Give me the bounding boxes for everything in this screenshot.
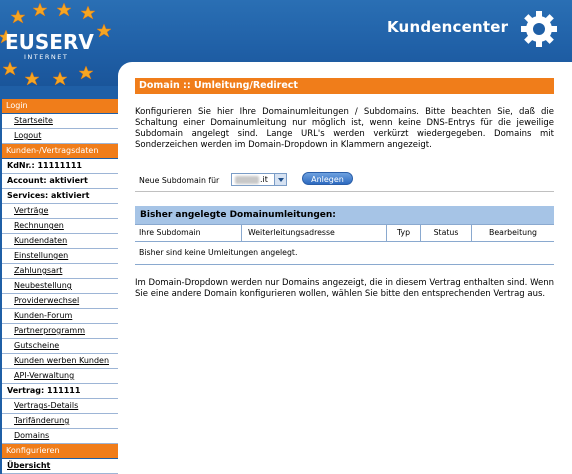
sidebar-link-label[interactable]: Gutscheine bbox=[14, 341, 60, 350]
subdomain-label: Neue Subdomain für bbox=[139, 176, 220, 185]
nav-info-vertrag-111111: Vertrag: 111111 bbox=[2, 384, 118, 399]
nav-info-account-aktiviert: Account: aktiviert bbox=[2, 174, 118, 189]
sidebar-item-logout[interactable] bbox=[2, 129, 118, 144]
sidebar-link-label[interactable]: Kunden werben Kunden bbox=[14, 356, 110, 365]
sidebar-item-zahlungsart[interactable] bbox=[2, 264, 118, 279]
euserv-logo[interactable] bbox=[0, 0, 118, 86]
sidebar bbox=[0, 86, 118, 474]
sidebar-link-label[interactable]: Tarifänderung bbox=[14, 416, 70, 425]
sidebar-link-label[interactable]: Partnerprogramm bbox=[14, 326, 86, 335]
sidebar-link-label[interactable]: API-Verwaltung bbox=[14, 371, 75, 380]
intro-text: Konfigurieren Sie hier Ihre Domainumleitungen / Subdomains. Bitte beachten Sie, daß die Schaltung einer Domainumleitung nur möglich ist, wenn keine DNS-Entrys für die jeweilige Subdomain angelegt sind. Lange URL's werden verkürzt wiedergegeben. Domains mit Sonderzeichen werden im Domain-Dropdown in Klammern angezeigt. bbox=[135, 107, 554, 150]
empty-row: Bisher sind keine Umleitungen angelegt. bbox=[135, 242, 554, 265]
redirects-table bbox=[135, 206, 554, 265]
create-button[interactable]: Anlegen bbox=[302, 172, 353, 185]
sidebar-link-label[interactable]: Kunden-Forum bbox=[14, 311, 73, 320]
sidebar-item-einstellungen[interactable] bbox=[2, 249, 118, 264]
main-content bbox=[118, 62, 572, 474]
sidebar-link-label[interactable]: Domains bbox=[14, 431, 50, 440]
domain-select[interactable] bbox=[231, 173, 287, 186]
chevron-down-icon[interactable] bbox=[274, 174, 286, 185]
sidebar-item-verträge[interactable] bbox=[2, 204, 118, 219]
sidebar-item-rechnungen[interactable] bbox=[2, 219, 118, 234]
divider bbox=[135, 191, 554, 192]
sidebar-link-label[interactable]: Übersicht bbox=[7, 461, 51, 470]
outro-text: Im Domain-Dropdown werden nur Domains angezeigt, die in diesem Vertrag enthalten sind. Wenn Sie eine andere Domain konfigurieren wollen, wählen Sie bitte den entsprechenden Vertrag aus. bbox=[135, 278, 554, 299]
nav-section-login: Login bbox=[2, 99, 118, 114]
logo-text: EUSERV bbox=[5, 30, 94, 54]
sidebar-link-label[interactable]: Vertrags-Details bbox=[14, 401, 79, 410]
kundencenter-title: Kundencenter bbox=[387, 18, 509, 36]
sidebar-link-label[interactable]: Einstellungen bbox=[14, 251, 69, 260]
sidebar-item-kundendaten[interactable] bbox=[2, 234, 118, 249]
table-header bbox=[135, 224, 554, 242]
gear-icon bbox=[519, 9, 559, 49]
sidebar-item-kunden-werben-kunden[interactable] bbox=[2, 354, 118, 369]
col-actions: Bearbeitung bbox=[489, 228, 537, 237]
sidebar-item-startseite[interactable] bbox=[2, 114, 118, 129]
sidebar-item-kunden-forum[interactable] bbox=[2, 309, 118, 324]
nav-info-services-aktiviert: Services: aktiviert bbox=[2, 189, 118, 204]
sidebar-link-label[interactable]: Startseite bbox=[14, 116, 53, 125]
sidebar-item-übersicht[interactable] bbox=[2, 459, 118, 474]
sidebar-item-partnerprogramm[interactable] bbox=[2, 324, 118, 339]
sidebar-item-domains[interactable] bbox=[2, 429, 118, 444]
sidebar-item-gutscheine[interactable] bbox=[2, 339, 118, 354]
sidebar-item-api-verwaltung[interactable] bbox=[2, 369, 118, 384]
logo-subtext: INTERNET bbox=[24, 53, 69, 61]
sidebar-link-label[interactable]: Kundendaten bbox=[14, 236, 68, 245]
sidebar-link-label[interactable]: Logout bbox=[14, 131, 42, 140]
col-subdomain: Ihre Subdomain bbox=[135, 225, 242, 241]
sidebar-item-vertrags-details[interactable] bbox=[2, 399, 118, 414]
sidebar-item-neubestellung[interactable] bbox=[2, 279, 118, 294]
nav-info-kdnr-11111111: KdNr.: 11111111 bbox=[2, 159, 118, 174]
domain-tld: .it bbox=[260, 175, 268, 184]
sidebar-link-label[interactable]: Providerwechsel bbox=[14, 296, 80, 305]
col-type: Typ bbox=[387, 225, 421, 241]
nav-section-kunden-vertragsdaten: Kunden-/Vertragsdaten bbox=[2, 144, 118, 159]
sidebar-link-label[interactable]: Neubestellung bbox=[14, 281, 72, 290]
subdomain-form bbox=[135, 172, 554, 190]
sidebar-link-label[interactable]: Verträge bbox=[14, 206, 49, 215]
sidebar-link-label[interactable]: Rechnungen bbox=[14, 221, 64, 230]
col-target: Weiterleitungsadresse bbox=[242, 225, 387, 241]
table-title: Bisher angelegte Domainumleitungen: bbox=[135, 206, 554, 224]
page-title: Domain :: Umleitung/Redirect bbox=[135, 78, 554, 94]
col-status: Status bbox=[421, 225, 472, 241]
nav-section-konfigurieren: Konfigurieren bbox=[2, 444, 118, 459]
domain-name-blurred bbox=[235, 176, 259, 184]
sidebar-item-tarifänderung[interactable] bbox=[2, 414, 118, 429]
sidebar-item-providerwechsel[interactable] bbox=[2, 294, 118, 309]
sidebar-link-label[interactable]: Zahlungsart bbox=[14, 266, 63, 275]
